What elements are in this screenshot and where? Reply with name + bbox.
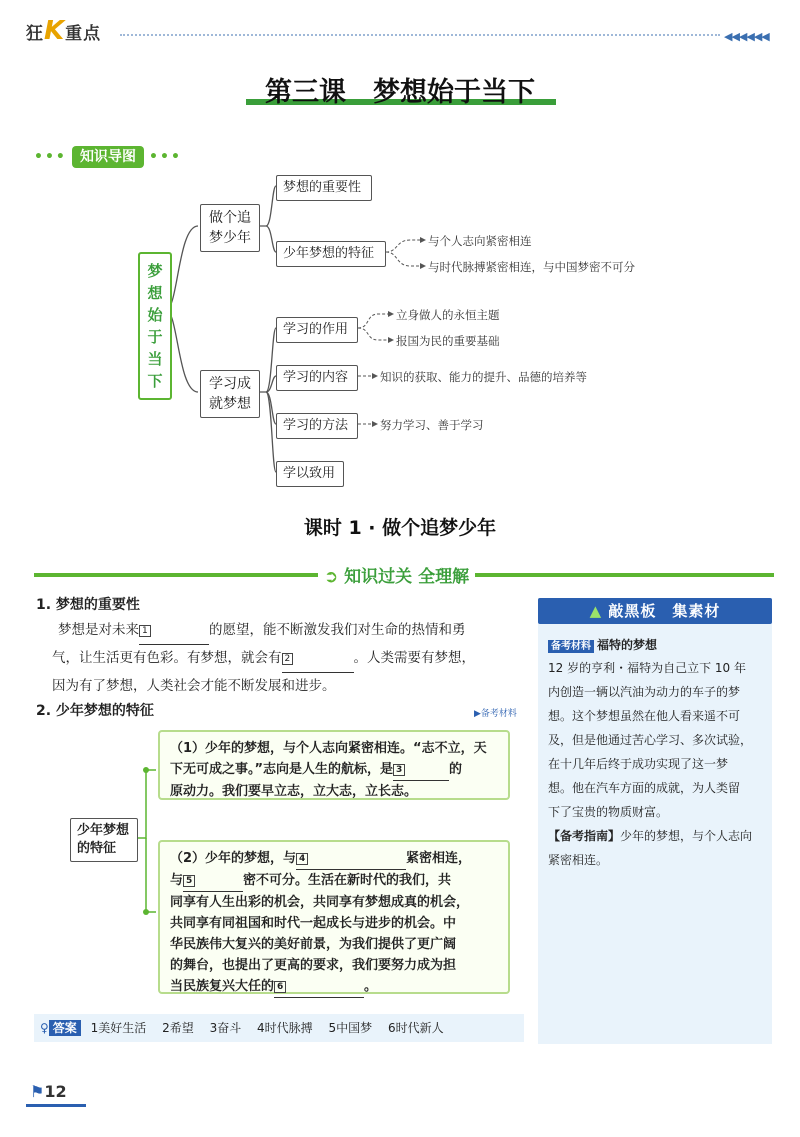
text: 与 xyxy=(170,873,184,888)
blank-number: 1 xyxy=(139,625,151,637)
mindmap-leaf: 知识的获取、能力的提升、品德的培养等 xyxy=(380,370,587,384)
text: 。人类需要有梦想， xyxy=(353,650,475,666)
root-char: 始 xyxy=(147,306,163,324)
mindmap-node-role: 学习的作用 xyxy=(276,317,358,343)
side-title: 福特的梦想 xyxy=(597,638,658,652)
answer-item: 1美好生活 xyxy=(90,1021,147,1035)
feature-card-1 xyxy=(158,730,510,800)
blank-6[interactable] xyxy=(274,976,364,998)
reading-person-icon: ▲ xyxy=(589,602,603,620)
side-panel-header xyxy=(538,598,772,624)
para-line: 因为有了梦想，人类社会才能不断发展和进步。 xyxy=(52,678,336,694)
blank-4[interactable] xyxy=(296,848,406,870)
text: 紧密相连， xyxy=(406,851,472,866)
reference-material-link[interactable]: ▶备考材料 xyxy=(474,709,517,719)
side-tag: 备考材料 xyxy=(548,640,594,653)
card-line xyxy=(170,976,498,998)
brand-text-k: K xyxy=(44,16,66,46)
side-title-row xyxy=(548,636,768,656)
text: 梦想是对未来 xyxy=(58,622,139,638)
label-line: 的特征 xyxy=(77,841,117,856)
header-arrows-icon: ◀◀◀◀◀◀ xyxy=(724,30,769,43)
section-heading-2: 2. 少年梦想的特征 xyxy=(36,703,154,719)
side-line: 想。他在汽车方面的成就，为人类留 xyxy=(548,781,741,795)
text: 密不可分。生活在新时代的我们，共 xyxy=(243,873,452,888)
answer-item: 5中国梦 xyxy=(328,1021,373,1035)
root-char: 想 xyxy=(147,284,163,302)
key-icon: ♀ xyxy=(40,1021,49,1035)
runner-icon: ⚑ xyxy=(30,1082,45,1101)
side-line: 在十几年后终于成功实现了这一梦 xyxy=(548,757,729,771)
card-line: 同享有人生出彩的机会，共同享有梦想成真的机会， xyxy=(170,895,470,910)
card-line xyxy=(170,759,498,781)
answer-bar xyxy=(34,1014,524,1042)
blank-number: 3 xyxy=(393,764,405,776)
card-line: （1）少年的梦想，与个人志向紧密相连。“志不立，天 xyxy=(170,741,487,756)
root-char: 当 xyxy=(147,350,163,368)
label-line: 少年梦想 xyxy=(77,823,130,838)
card-line: 的舞台，也提出了更高的要求，我们要努力成为担 xyxy=(170,958,457,973)
side-guide xyxy=(548,824,768,848)
mindmap-leaf: 努力学习、善于学习 xyxy=(380,418,484,432)
blank-number: 6 xyxy=(274,981,286,993)
text: 当民族复兴大任的 xyxy=(170,979,275,994)
mindmap-leaf: 报国为民的重要基础 xyxy=(396,334,500,348)
card-line: 原动力。我们要早立志，立大志，立长志。 xyxy=(170,784,418,799)
mindmap-leaf: 与时代脉搏紧密相连，与中国梦密不可分 xyxy=(428,260,635,274)
blank-number: 4 xyxy=(296,853,308,865)
tag-dots-right-icon: ••• xyxy=(149,149,182,165)
page-number xyxy=(30,1082,67,1101)
text: 的愿望，能不断激发我们对生命的热情和勇 xyxy=(209,622,466,638)
card-line xyxy=(170,848,498,870)
page-number-value: 12 xyxy=(44,1082,67,1101)
guide-label: 【备考指南】 xyxy=(548,829,621,843)
blank-number: 2 xyxy=(282,653,294,665)
text: （2）少年的梦想，与 xyxy=(170,851,297,866)
text: 的 xyxy=(449,762,463,777)
side-line: 12 岁的亨利・福特为自己立下 10 年 xyxy=(548,661,746,675)
brand-text-b: 重点 xyxy=(65,24,102,44)
text: 。 xyxy=(364,979,378,994)
side-panel-body xyxy=(548,636,768,872)
branch-line: 梦少年 xyxy=(209,230,251,246)
side-line: 想。这个梦想虽然在他人看来遥不可 xyxy=(548,709,741,723)
brand-text-a: 狂 xyxy=(26,24,44,44)
root-char: 于 xyxy=(147,328,163,346)
answer-tag: 答案 xyxy=(49,1020,81,1036)
side-line: 下了宝贵的物质财富。 xyxy=(548,805,669,819)
tag-dots-left-icon: ••• xyxy=(34,149,67,165)
text: 气，让生活更有色彩。有梦想，就会有 xyxy=(52,650,282,666)
blank-3[interactable] xyxy=(393,759,449,781)
text: 下无可成之事。”志向是人生的航标，是 xyxy=(170,762,394,777)
side-line: 内创造一辆以汽油为动力的车子的梦 xyxy=(548,685,741,699)
answer-item: 3奋斗 xyxy=(209,1021,242,1035)
card-line xyxy=(170,870,498,892)
branch-line: 学习成 xyxy=(209,376,251,392)
card-line: 华民族伟大复兴的美好前景，为我们提供了更广阔 xyxy=(170,937,457,952)
features-label-box xyxy=(70,818,138,862)
mindmap-leaf: 与个人志向紧密相连 xyxy=(428,234,532,248)
mindmap-node-features: 少年梦想的特征 xyxy=(276,241,386,267)
mindmap-node-apply: 学以致用 xyxy=(276,461,344,487)
swirl-icon: ➲ xyxy=(324,567,339,587)
page-number-rule xyxy=(26,1104,86,1107)
side-header-label: 敲黑板 集素材 xyxy=(608,602,721,620)
mindmap-node-method: 学习的方法 xyxy=(276,413,358,439)
feature-card-2 xyxy=(158,840,510,994)
side-line: 及，但是他通过苦心学习、多次试验， xyxy=(548,733,753,747)
lesson-subtitle: 课时 1 · 做个追梦少年 xyxy=(303,517,497,539)
card-line: 共同享有同祖国和时代一起成长与进步的机会。中 xyxy=(170,916,457,931)
root-char: 梦 xyxy=(147,262,163,280)
side-line: 紧密相连。 xyxy=(548,853,609,867)
root-char: 下 xyxy=(147,372,163,390)
mindmap-node-content: 学习的内容 xyxy=(276,365,358,391)
mindmap-leaf: 立身做人的永恒主题 xyxy=(396,308,500,322)
answer-item: 4时代脉搏 xyxy=(257,1021,313,1035)
banner-label: 知识过关 全理解 xyxy=(344,567,470,587)
branch-line: 做个追 xyxy=(209,210,251,226)
blank-5[interactable] xyxy=(183,870,243,892)
answer-item: 6时代新人 xyxy=(387,1021,444,1035)
mindmap-node-importance: 梦想的重要性 xyxy=(276,175,372,201)
blank-number: 5 xyxy=(183,875,195,887)
answer-item: 2希望 xyxy=(162,1021,194,1035)
section-heading-1: 1. 梦想的重要性 xyxy=(36,597,140,613)
branch-line: 就梦想 xyxy=(209,396,251,412)
lesson-title: 第三课 梦想始于当下 xyxy=(265,77,535,108)
mindmap-tag: 知识导图 xyxy=(72,146,144,168)
guide-text: 少年的梦想，与个人志向 xyxy=(620,829,753,843)
